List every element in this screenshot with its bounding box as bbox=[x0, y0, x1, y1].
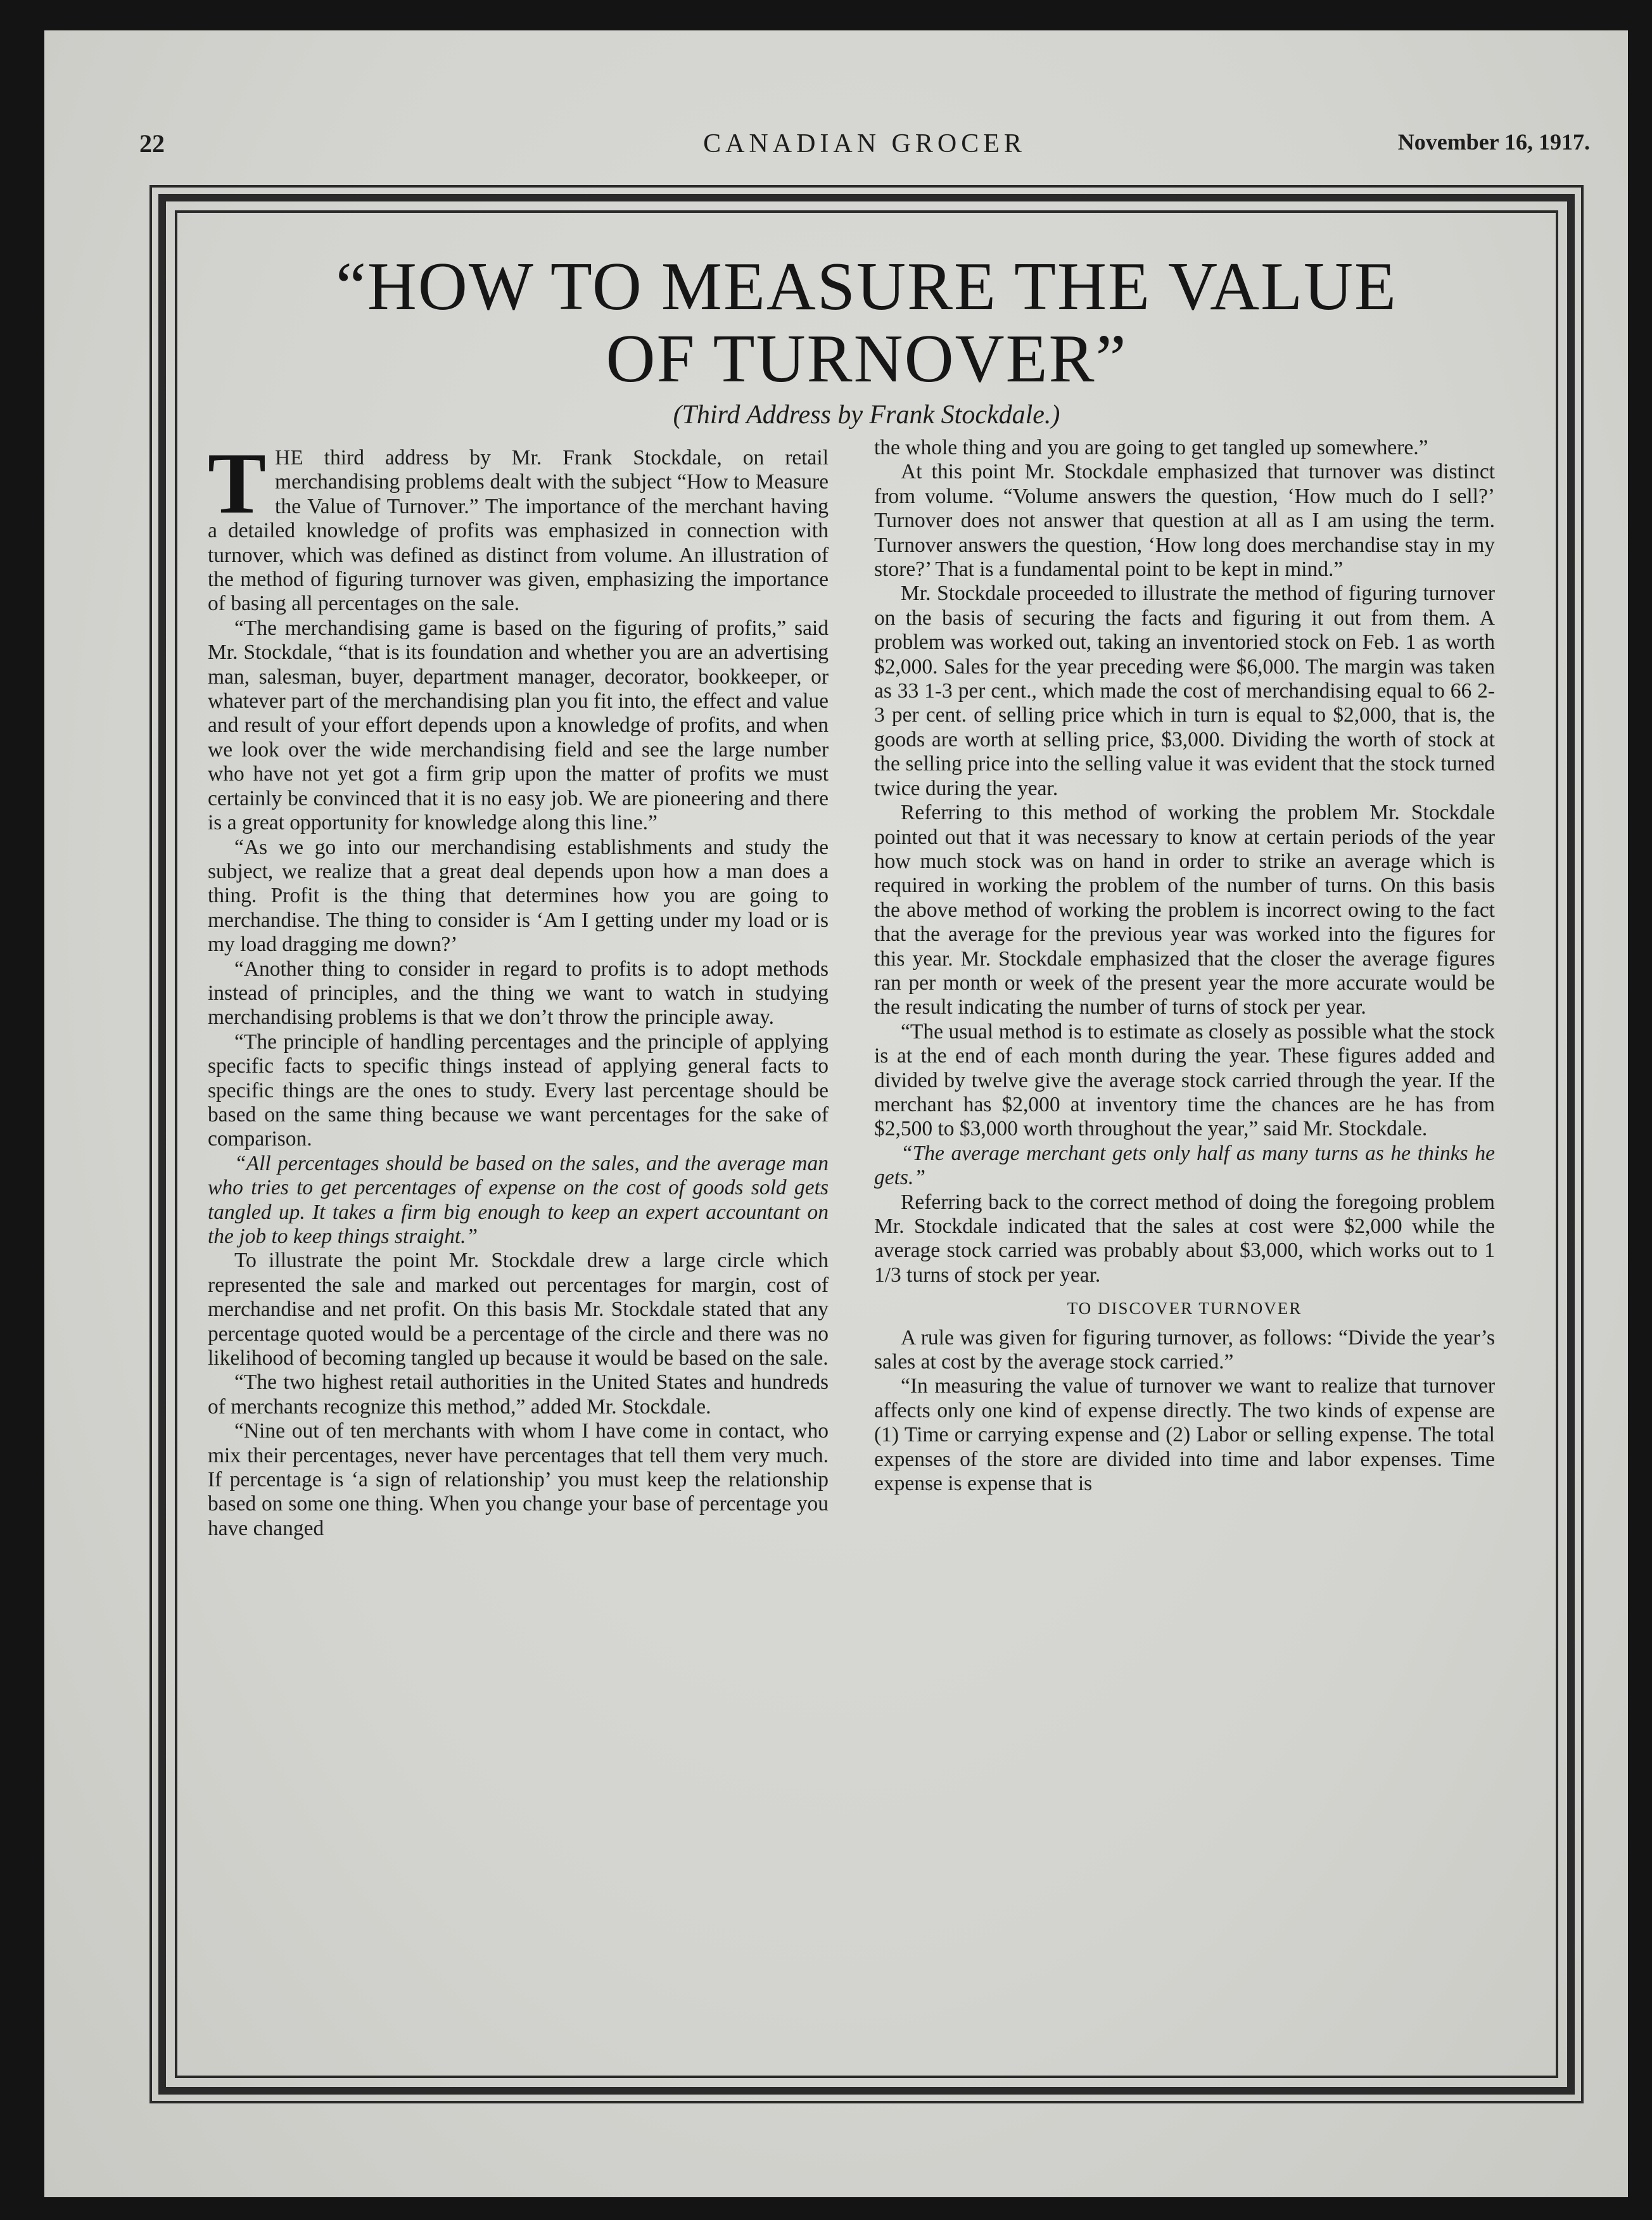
article-inner-border bbox=[175, 210, 1558, 2078]
paragraph: Mr. Stockdale proceeded to illustrate the method of figuring turnover on the basis of securing the facts and figuring it out from them. A problem was worked out, taking an inventoried stock on Feb. 1 as worth $2,000. Sales for the year preceding were $6,000. The margin was taken as 33 1-3 per cent., which made the cost of merchandising equal to 66 2-3 per cent. of selling price which in turn is equal to $2,000, that is, the goods are worth at selling price, $3,000. Dividing the worth of stock at the selling price into the selling value it was evident that the stock turned twice during the year. bbox=[874, 582, 1495, 800]
paragraph: “The usual method is to estimate as closely as possible what the stock is at the end of each month during the year. These figures added and divided by twelve give the average stock carried through the year. If the merchant has $2,000 at inventory time the chances are he has from $2,500 to $3,000 worth throughout the year,” said Mr. Stockdale. bbox=[874, 1019, 1495, 1141]
italic-paragraph: “The average merchant gets only half as many turns as he thinks he gets.” bbox=[874, 1141, 1495, 1190]
issue-date: November 16, 1917. bbox=[1397, 129, 1590, 155]
paragraph: To illustrate the point Mr. Stockdale drew a large circle which represented the sale and marked out percentages for margin, cost of merchandise and net profit. On this basis Mr. Stockdale stated that any percentage quoted would be a percentage of the circle and there was no likelihood of becoming tangled up because it would be based on the sale. bbox=[208, 1249, 829, 1370]
italic-paragraph: “All percentages should be based on the sales, and the average man who tries to get percentages of expense on the cost of goods sold gets tangled up. It takes a firm big enough to keep an expert accountant on the job to keep things straight.” bbox=[208, 1151, 829, 1248]
article-title bbox=[177, 251, 1556, 395]
paragraph: “Another thing to consider in regard to profits is to adopt methods instead of principles, and the thing we want to watch in studying merchandising problems is that we don’t throw the principle away. bbox=[208, 957, 829, 1030]
right-column bbox=[874, 436, 1495, 2039]
left-column bbox=[208, 446, 829, 2049]
paragraph: Referring to this method of working the problem Mr. Stockdale pointed out that it was necessary to know at certain periods of the year how much stock was on hand in order to strike an average which is required in working the problem of the number of turns. On this basis the above method of working the problem is incorrect owing to the fact that the average for the previous year was worked into the figures for this year. Mr. Stockdale emphasized that the closer the average figures ran per month or week of the present year the more accurate would be the result indicating the number of turns of stock per year. bbox=[874, 801, 1495, 1019]
drop-cap: T bbox=[208, 446, 267, 532]
paragraph: “In measuring the value of turnover we want to realize that turnover affects only one kind of expense directly. The two kinds of expense are (1) Time or carrying expense and (2) Labor or selling expense. The total expenses of the store are divided into time and labor expenses. Time expense is expense that is bbox=[874, 1374, 1495, 1496]
intro-first-word: HE bbox=[275, 446, 303, 469]
title-line-1: “HOW TO MEASURE THE VALUE bbox=[335, 249, 1398, 324]
paragraph: the whole thing and you are going to get tangled up somewhere.” bbox=[874, 436, 1428, 459]
paragraph: Referring back to the correct method of doing the foregoing problem Mr. Stockdale indicated that the sales at cost were $2,000 while the average stock carried was probably about $3,000, which works out to 1 1/3 turns of stock per year. bbox=[874, 1190, 1495, 1287]
page-number: 22 bbox=[139, 129, 165, 158]
paragraph: At this point Mr. Stockdale emphasized that turnover was distinct from volume. “Volume answers the question, ‘How much do I sell?’ Turnover does not answer that question at all as I am using the term. Turnover answers the question, ‘How long does merchandise stay in my store?’ That is a fundamental point to be kept in mind.” bbox=[874, 460, 1495, 582]
title-line-2: OF TURNOVER” bbox=[606, 321, 1128, 397]
intro-text: third address by Mr. Frank Stockdale, on retail merchandising problems dealt with the subject “How to Measure the Value of Turnover.” The importance of the merchant having a detailed knowledge of profits was emphasized in connection with turnover, which was defined as distinct from volume. An illustration of the method of figuring turnover was given, emphasizing the importance of basing all percentages on the sale. bbox=[208, 446, 829, 616]
paragraph: “Nine out of ten merchants with whom I have come in contact, who mix their percentages, never have percentages that tell them very much. If percentage is ‘a sign of relationship’ you must keep the relationship based on some one thing. When you change your base of percentage you have changed bbox=[208, 1419, 829, 1540]
magazine-page bbox=[44, 30, 1628, 2197]
article-subtitle: (Third Address by Frank Stockdale.) bbox=[673, 400, 1060, 430]
section-heading: TO DISCOVER TURNOVER bbox=[1067, 1299, 1302, 1318]
paragraph: “The two highest retail authorities in the United States and hundreds of merchants recognize this method,” added Mr. Stockdale. bbox=[208, 1370, 829, 1419]
paragraph: A rule was given for figuring turnover, as follows: “Divide the year’s sales at cost by the average stock carried.” bbox=[874, 1325, 1495, 1374]
paragraph: “The principle of handling percentages and the principle of applying specific facts to specific things instead of applying general facts to specific things are the ones to study. Every last percentage should be based on the same thing because we want percentages for the sake of comparison. bbox=[208, 1030, 829, 1151]
page-header bbox=[139, 129, 1590, 167]
article-frame bbox=[158, 194, 1575, 2095]
magazine-title: CANADIAN GROCER bbox=[703, 129, 1026, 158]
paragraph: “As we go into our merchandising establishments and study the subject, we realize that a great deal depends upon how a man does a thing. Profit is the thing that determines how you are going to merchandise. The thing to consider is ‘Am I getting under my load or is my load dragging me down?’ bbox=[208, 835, 829, 957]
intro-paragraph bbox=[208, 446, 829, 616]
paragraph: “The merchandising game is based on the figuring of profits,” said Mr. Stockdale, “that is its foundation and whether you are an advertising man, salesman, buyer, department manager, decorator, bookkeeper, or whatever part of the merchandising plan you fit into, the effect and value and result of your effort depends upon a knowledge of profits, and when we look over the wide merchandising field and see the large number who have not yet got a firm grip upon the matter of profits we must certainly be convinced that it is no easy job. We are pioneering and there is a great opportunity for knowledge along this line.” bbox=[208, 616, 829, 835]
